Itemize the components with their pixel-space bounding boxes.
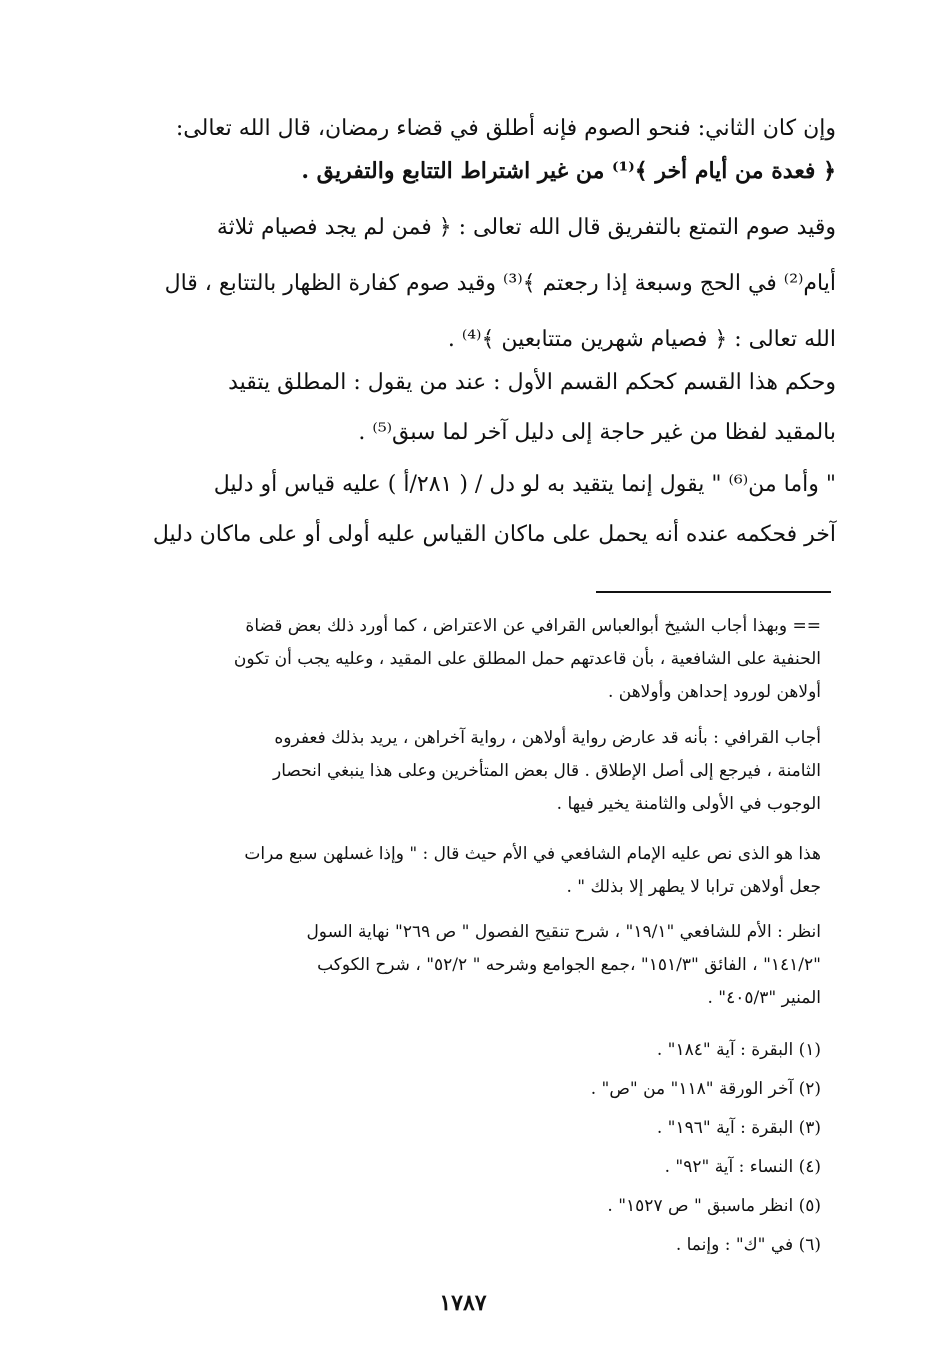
text-line: الله تعالى : ﴿ فصيام شهرين متتابعين ﴾⁽⁴⁾ . [447,327,836,352]
footnote-ref: (١) البقرة : آية "١٨٤" . [656,1040,821,1060]
paragraph [91,200,836,368]
paragraph [91,108,836,192]
footnote-block [106,610,821,709]
page-number: ١٧٨٧ [439,1290,487,1316]
footnote-line: أجاب القرافي : بأنه قد عارض رواية أولاهن ، رواية آخراهن ، يريد بذلك فعفروه [274,728,821,748]
footnote-line: هذا هو الذى نص عليه الإمام الشافعي في الأم حيث قال : " وإذا غسلهن سبع مرات [244,844,821,864]
footnote-ref: (٤) النساء : آية "٩٢" . [664,1157,821,1177]
footnote-ref: (٥) انظر ماسبق " ص ١٥٢٧" . [607,1196,821,1216]
text-line: آخر فحكمه عنده أنه يحمل على ماكان القياس عليه أولى أو على ماكان دليل [152,522,836,547]
text-line: بالمقيد لفظا من غير حاجة إلى دليل آخر لما سبق⁽⁵⁾ . [358,420,836,445]
footnote-block [106,722,821,821]
paragraph [91,358,836,458]
footnote-line: المنير "٤٠٥/٣" . [707,988,821,1008]
footnote-line: انظر : الأم للشافعي "١٩/١" ، شرح تنقيح الفصول " ص ٢٦٩" نهاية السول [306,922,821,942]
footnote-line: جعل أولاهن ترابا لا يطهر إلا بذلك " . [566,877,821,897]
footnote-line: الوجوب في الأولى والثامنة يخير فيها . [556,794,821,814]
footnote-line: "١٤١/٢" ، الفائق "١٥١/٣" ،جمع الجوامع وشرحه " ٥٢/٢" ، شرح الكوكب [317,955,821,975]
text-line: أيام⁽²⁾ في الحج وسبعة إذا رجعتم ﴾⁽³⁾ وقيد صوم كفارة الظهار بالتتابع ، قال [164,271,836,296]
text-line: وقيد صوم التمتع بالتفريق قال الله تعالى : ﴿ فمن لم يجد فصيام ثلاثة [216,215,836,240]
footnote-separator [596,591,831,593]
text-line: وحكم هذا القسم كحكم القسم الأول : عند من يقول : المطلق يتقيد [228,370,836,395]
text-line: ﴿ فعدة من أيام أخر ﴾⁽¹⁾ من غير اشتراط التتابع والتفريق . [301,158,836,184]
footnote-line: الثامنة ، فيرجع إلى أصل الإطلاق . قال بعض المتأخرين وعلى هذا ينبغي انحصار [273,761,821,781]
footnote-line: == وبهذا أجاب الشيخ أبوالعباس القرافي عن الاعتراض ، كما أورد ذلك بعض قضاة [245,616,821,636]
paragraph [91,460,836,560]
footnote-line: أولاهن لورود إحداهن وأولاهن . [607,682,821,702]
footnote-line: الحنفية على الشافعية ، بأن قاعدتهم حمل المطلق على المقيد ، وعليه يجب أن تكون [233,649,821,669]
text-line: " وأما من⁽⁶⁾ " يقول إنما يتقيد به لو دل / ( ٢٨١/أ ) عليه قياس أو دليل [213,472,836,497]
footnote-block [106,838,821,904]
text-line: وإن كان الثاني: فنحو الصوم فإنه أطلق في قضاء رمضان، قال الله تعالى: [175,116,836,141]
footnote-ref: (٢) آخر الورقة "١١٨" من "ص" . [590,1079,821,1099]
footnote-block [106,916,821,1015]
footnote-ref: (٦) في "ك" : وإنما . [675,1235,821,1255]
footnote-ref: (٣) البقرة : آية "١٩٦" . [656,1118,821,1138]
